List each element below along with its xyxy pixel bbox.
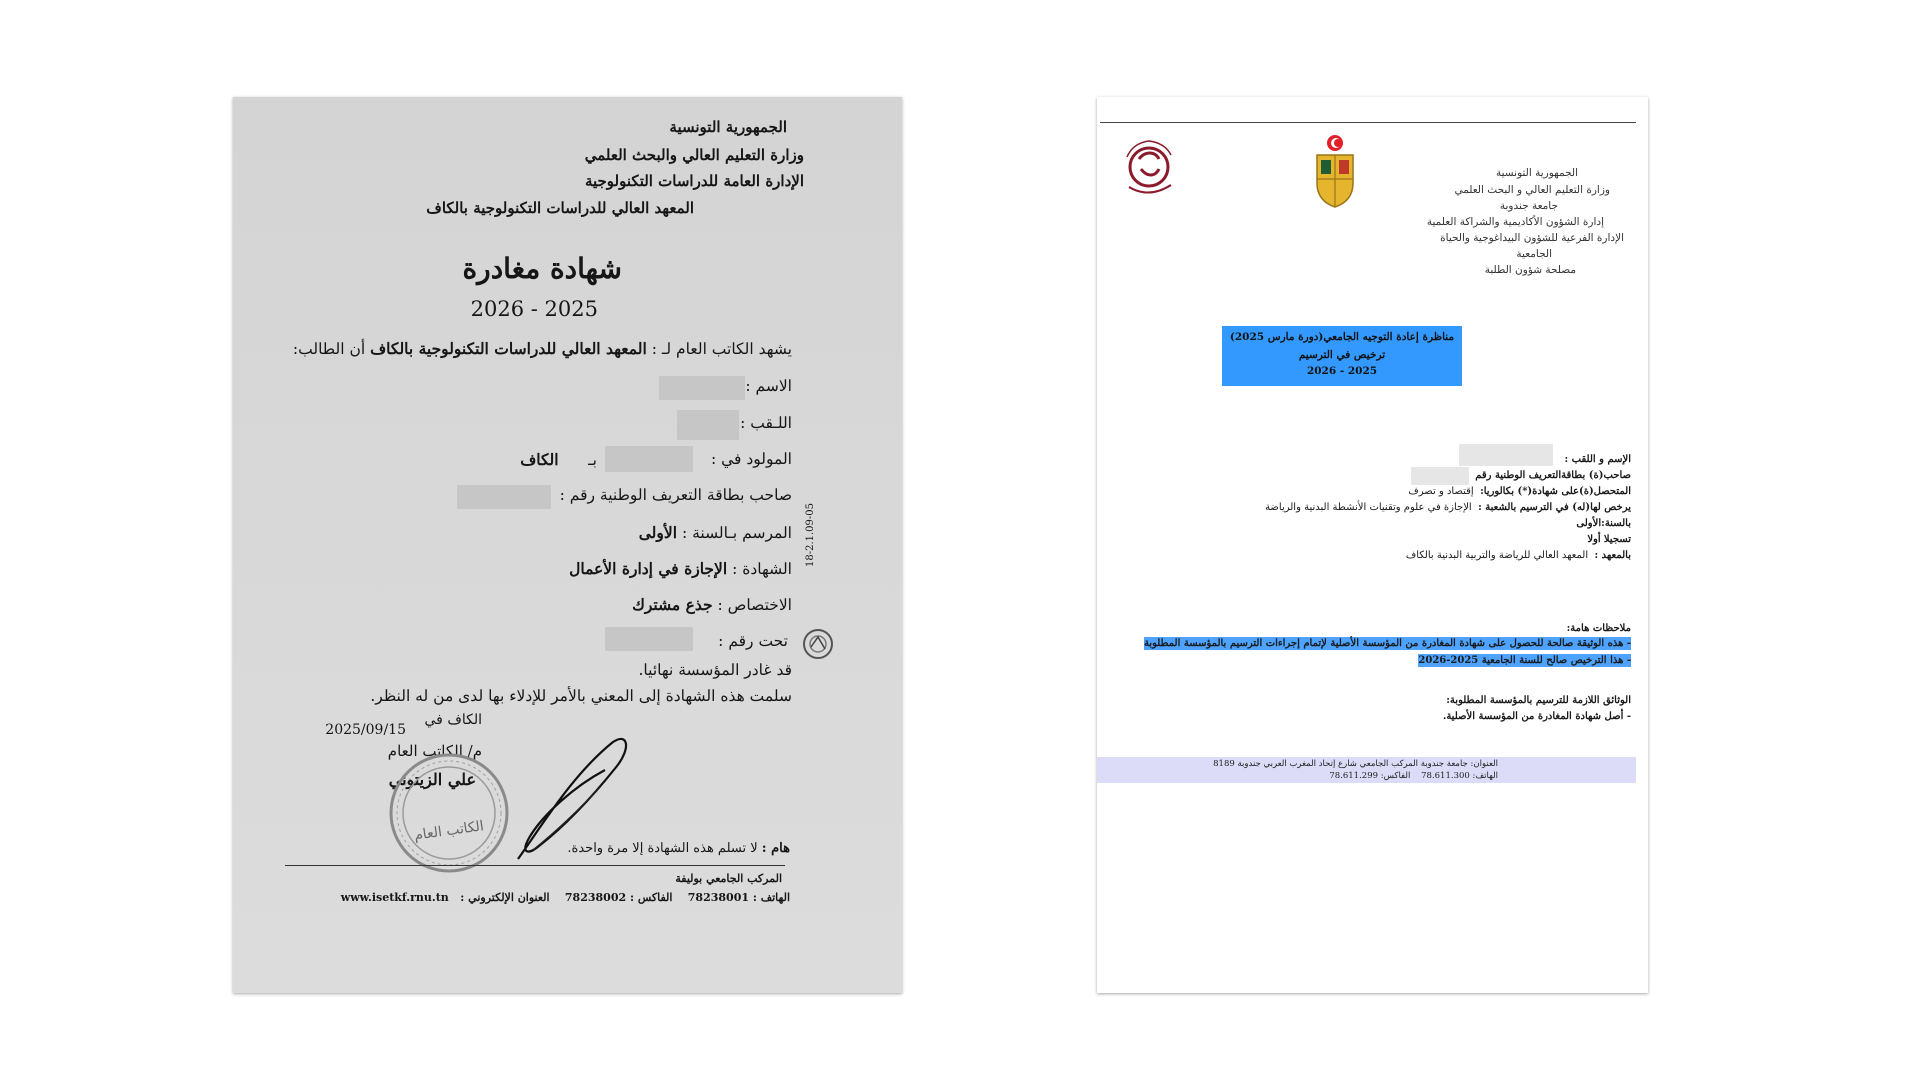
redacted-id-number: [457, 485, 551, 509]
specialty-line: [632, 595, 792, 614]
top-rule: [1100, 122, 1636, 123]
r-redacted-name: [1459, 444, 1553, 466]
born-place: [520, 450, 597, 469]
important-label: هام :: [761, 841, 790, 856]
note-year: - هذا الترخيص صالح للسنة الجامعية 2025-2026: [1418, 655, 1631, 666]
footer-email-label: العنوان الإلكتروني :: [460, 891, 550, 904]
birth-line: [711, 450, 792, 468]
name-label: الاسم :: [745, 377, 792, 395]
signer-name: علي الزيتوني: [388, 770, 476, 789]
born-label: المولود في :: [710, 450, 792, 468]
redacted-surname: [677, 410, 739, 440]
docs-title: الوثائق اللازمة للترسيم بالمؤسسة المطلوبة:: [1446, 695, 1631, 706]
leaving-certificate-document: [233, 97, 902, 993]
footer-website: www.isetkf.rnu.tn: [340, 891, 449, 904]
note-validity: - هذه الوثيقة صالحة للحصول على شهادة المغادرة من المؤسسة الأصلية لإتمام إجراءات الترسيم بالمؤسسة المطلوبة: [1143, 638, 1631, 649]
surname-label: اللـقب :: [740, 414, 792, 432]
footer-organization: المركب الجامعي بوليفة: [675, 872, 782, 885]
r-registration-line: تسجيلا أولا: [1587, 534, 1631, 545]
footer-fax: الفاكس : 78238002: [564, 891, 673, 904]
stamp-text: الكاتب العام: [413, 818, 485, 844]
degree-value: الإجازة في إدارة الأعمال: [569, 559, 728, 578]
r-header-subdirectorate: الإدارة الفرعية للشؤون البيداغوجية والحياة: [1440, 232, 1624, 244]
r-institute-line: بالمعهد : المعهد العالي للرياضة والتربية البدنية بالكاف: [1405, 550, 1631, 561]
redacted-birthdate: [605, 446, 693, 472]
tunisia-emblem-icon: [1311, 133, 1359, 209]
footer-phone: الهاتف : 78238001: [687, 891, 790, 904]
degree-line: [569, 559, 792, 578]
r-year-line: بالسنة:الأولى: [1576, 518, 1631, 529]
r-header-republic: الجمهورية التونسية: [1496, 167, 1578, 179]
redacted-registration-number: [605, 627, 693, 651]
official-stamp-icon: [387, 751, 511, 875]
r-header-university: جامعة جندوبة: [1499, 200, 1558, 212]
delivered-line: سلمت هذه الشهادة إلى المعني بالأمر للإدلاء بها لدى من له النظر.: [370, 687, 792, 705]
r-branch-line: يرخص لها(له) في الترسيم بالشعبة : الإجازة في علوم وتقنيات الأنشطة البدنية والرياضة: [1265, 502, 1631, 513]
r-header-ministry: وزارة التعليم العالي و البحث العلمي: [1454, 184, 1610, 196]
university-logo-icon: [1119, 137, 1179, 203]
header-republic: الجمهورية التونسية: [669, 118, 787, 136]
id-label: صاحب بطاقة التعريف الوطنية رقم :: [559, 486, 792, 504]
r-footer-contacts: الهاتف: 78.611.300 الفاكس: 78.611.299: [1329, 771, 1498, 781]
document-title: شهادة مغادرة: [462, 252, 622, 285]
header-ministry: وزارة التعليم العالي والبحث العلمي: [584, 146, 804, 164]
banner-subtitle: ترخيص في الترسيم: [1298, 349, 1386, 361]
r-footer-address: العنوان: جامعة جندوبة المركب الجامعي شارع إتحاد المغرب العربي جندوبة 8189: [1213, 759, 1498, 769]
place-label: الكاف في: [424, 712, 482, 728]
intro-institute: المعهد العالي للدراسات التكنولوجية بالكاف: [370, 339, 647, 358]
emblem-label: [1097, 97, 1098, 98]
r-id-label: صاحب(ة) بطاقةالتعريف الوطنية رقم: [1475, 470, 1631, 481]
r-header-students-service: مصلحة شؤون الطلبة: [1484, 264, 1576, 276]
side-code: 18-2.1.09-05: [805, 502, 816, 567]
r-name-label: الإسم و اللقب :: [1564, 454, 1631, 465]
born-at: بـ: [588, 451, 597, 469]
docs-item: - أصل شهادة المغادرة من المؤسسة الأصلية.: [1442, 711, 1631, 722]
left-institution-line: قد غادر المؤسسة نهائيا.: [638, 661, 792, 679]
academic-year: 2026 - 2025: [470, 297, 598, 321]
r-redacted-id: [1411, 467, 1469, 485]
registration-authorization-document: [1097, 97, 1648, 993]
year-label: المرسم بـالسنة :: [681, 524, 792, 542]
intro-prefix: يشهد الكاتب العام لـ :: [651, 340, 792, 358]
specialty-label: الاختصاص :: [717, 596, 792, 614]
specialty-value: جذع مشترك: [632, 595, 713, 614]
banner-title: مناظرة إعادة التوجيه الجامعي(دورة مارس 2025): [1229, 331, 1455, 343]
footer-divider: [285, 865, 785, 866]
signer-title: م/ الكاتب العام: [387, 742, 482, 760]
r-bac-line: المتحصل(ة)على شهادة(*) بكالوريا: إقتصاد و تصرف: [1408, 486, 1631, 497]
header-directorate: الإدارة العامة للدراسات التكنولوجية: [584, 172, 804, 190]
year-value: الأولى: [638, 523, 678, 542]
signature-date: 2025/09/15: [325, 722, 406, 738]
notes-title: ملاحظات هامة:: [1566, 623, 1631, 634]
header-institute: المعهد العالي للدراسات التكنولوجية بالكاف: [426, 199, 694, 217]
footer-contacts: [341, 891, 790, 904]
degree-label: الشهادة :: [732, 560, 792, 578]
fingerprint-stamp-icon: [801, 627, 835, 661]
redacted-name: [659, 376, 745, 400]
important-note: [567, 841, 790, 856]
banner-year: 2026 - 2025: [1306, 365, 1378, 377]
r-header-university-life: الجامعية: [1516, 248, 1552, 260]
important-text: لا تسلم هذه الشهادة إلا مرة واحدة.: [567, 841, 758, 856]
r-header-affairs: إدارة الشؤون الأكاديمية والشراكة العلمية: [1426, 216, 1604, 228]
born-city: الكاف: [520, 450, 559, 469]
intro-line: [293, 339, 792, 358]
intro-suffix: أن الطالب:: [292, 340, 366, 358]
year-line: [639, 523, 792, 542]
number-label: تحت رقم :: [718, 632, 788, 650]
